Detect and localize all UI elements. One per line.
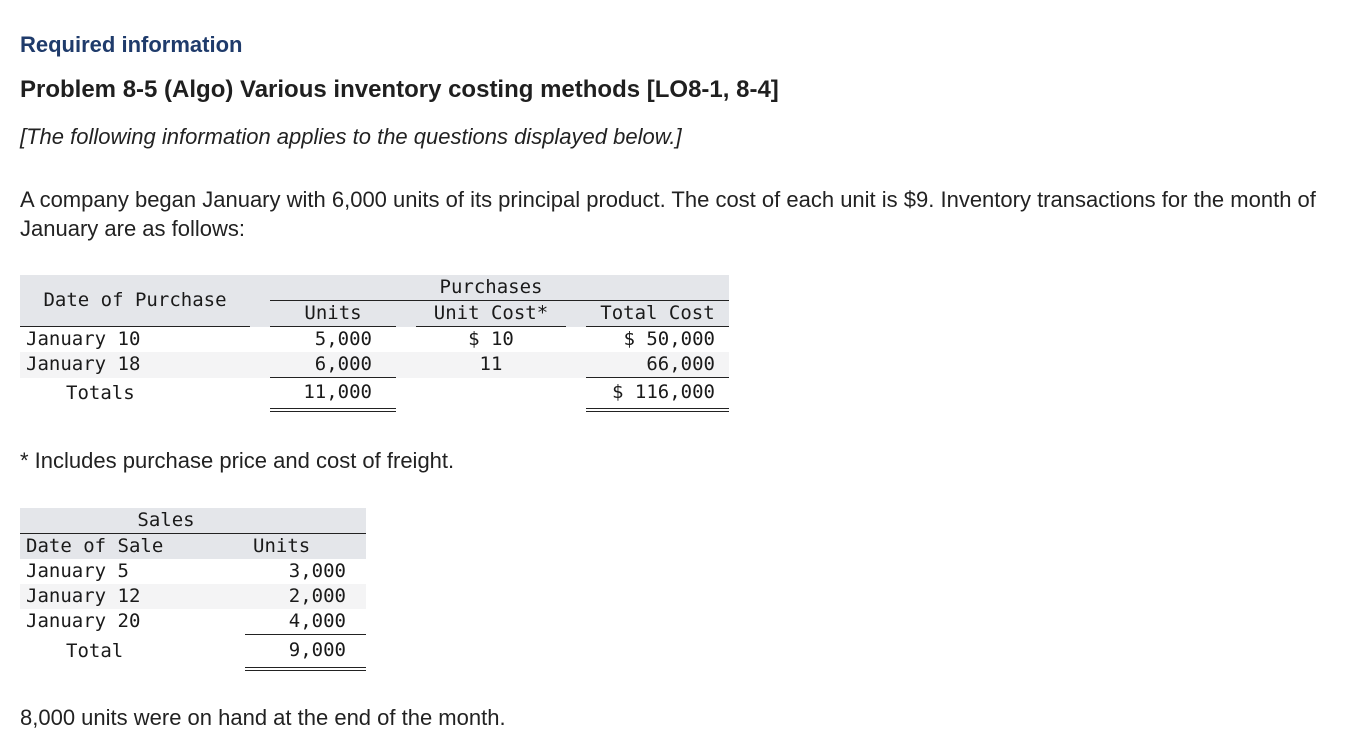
sale-row <box>20 609 366 635</box>
sales-total-label: Total <box>66 640 124 662</box>
purchase-totals-units: 11,000 <box>270 378 396 410</box>
sales-table <box>20 508 366 671</box>
intro-paragraph: A company began January with 6,000 units of its principal product. The cost of each unit is $9. Inventory transactions for the month of January are as follows: <box>20 187 1316 241</box>
purchase-date: January 10 <box>20 327 250 353</box>
purchase-units: 6,000 <box>270 352 396 378</box>
sale-date: January 12 <box>26 585 141 607</box>
sale-units: 3,000 <box>288 560 346 582</box>
purchase-unit-cost: 11 <box>479 353 503 376</box>
purchase-footnote: * Includes purchase price and cost of freight. <box>20 448 455 473</box>
purchases-group-label: Purchases <box>439 276 543 298</box>
purchase-total-cost: $ 50,000 <box>586 327 729 353</box>
col-sale-units: Units <box>245 534 366 560</box>
col-date-of-purchase: Date of Purchase <box>43 289 227 311</box>
col-date-of-sale: Date of Sale <box>20 534 225 560</box>
purchases-table <box>20 275 729 412</box>
purchase-totals-cost: $ 116,000 <box>586 378 729 410</box>
purchase-units: 5,000 <box>270 327 396 353</box>
sales-total-row <box>20 635 366 669</box>
purchase-unit-cost: $ 10 <box>416 327 566 353</box>
sales-group-label: Sales <box>137 509 195 531</box>
sale-date: January 5 <box>26 560 129 582</box>
col-unit-cost: Unit Cost* <box>416 301 566 327</box>
ending-inventory-note: 8,000 units were on hand at the end of the month. <box>20 705 506 730</box>
col-units: Units <box>270 301 396 327</box>
sale-units: 2,000 <box>288 585 346 607</box>
purchase-row <box>20 327 729 353</box>
applies-note: [The following information applies to the questions displayed below.] <box>20 124 682 149</box>
sale-row <box>20 559 366 584</box>
col-total-cost: Total Cost <box>586 301 729 327</box>
required-information-heading: Required information <box>20 32 243 57</box>
sale-date: January 20 <box>26 610 141 633</box>
sales-total-units: 9,000 <box>245 635 366 669</box>
problem-title: Problem 8-5 (Algo) Various inventory costing methods [LO8-1, 8-4] <box>20 76 779 103</box>
purchase-row <box>20 352 729 378</box>
purchase-totals-label: Totals <box>66 382 135 404</box>
purchase-totals-row <box>20 378 729 410</box>
purchase-total-cost: 66,000 <box>586 352 729 378</box>
sale-row <box>20 584 366 609</box>
sale-units: 4,000 <box>245 609 366 635</box>
purchase-date: January 18 <box>26 353 141 376</box>
